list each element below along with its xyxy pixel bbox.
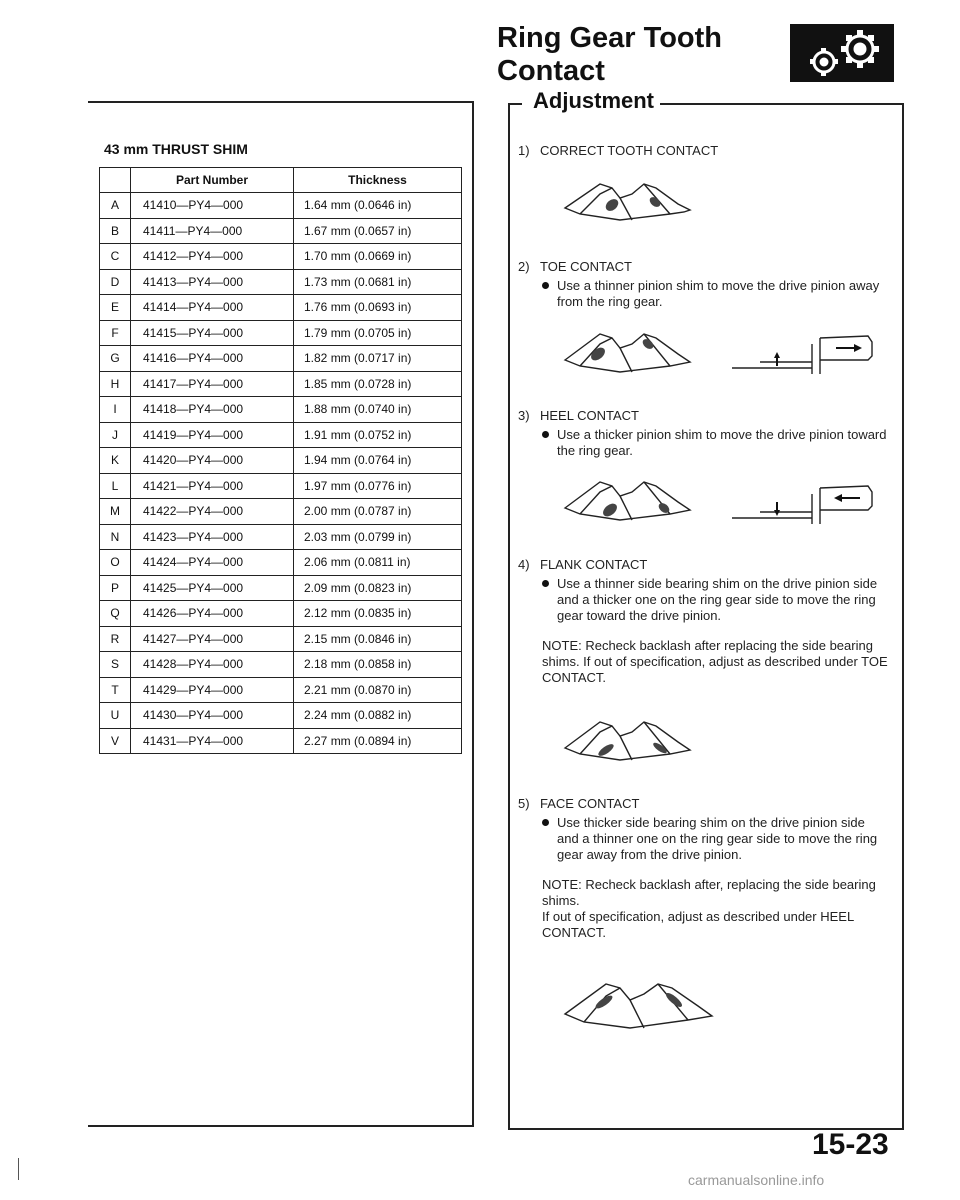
thickness-cell: 1.73 mm (0.0681 in) [294,269,462,295]
section-number: 4) [518,557,530,572]
pinion-shim-diagram-toe [730,330,890,380]
shim-code-cell: L [100,473,131,499]
shim-code-cell: I [100,397,131,423]
part-number-cell: 41417—PY4—000 [131,371,294,397]
heel-contact-gear-diagram [560,478,720,528]
table-row [100,703,462,729]
part-number-cell: 41415—PY4—000 [131,320,294,346]
section-title: HEEL CONTACT [540,408,639,423]
table-row [100,473,462,499]
thickness-cell: 1.67 mm (0.0657 in) [294,218,462,244]
section-bullet-text: Use a thinner side bearing shim on the drive pinion side and a thicker one on the ring gear side to move the ring gear toward the drive pinion. [557,576,878,623]
shim-code-cell: U [100,703,131,729]
shim-code-cell: Q [100,601,131,627]
shim-code-cell: N [100,524,131,550]
thickness-cell: 2.15 mm (0.0846 in) [294,626,462,652]
shim-code-cell: K [100,448,131,474]
thickness-cell: 1.88 mm (0.0740 in) [294,397,462,423]
pinion-shim-diagram-heel [730,478,890,528]
flank-contact-gear-diagram [560,718,710,768]
section-note-line1: NOTE: Recheck backlash after, replacing the side bearing shims. [542,877,876,908]
table-row [100,677,462,703]
part-number-cell: 41431—PY4—000 [131,728,294,754]
part-number-cell: 41427—PY4—000 [131,626,294,652]
part-number-cell: 41422—PY4—000 [131,499,294,525]
section-note [542,877,888,941]
thickness-cell: 1.82 mm (0.0717 in) [294,346,462,372]
thickness-cell: 2.12 mm (0.0835 in) [294,601,462,627]
part-number-cell: 41425—PY4—000 [131,575,294,601]
table-row [100,346,462,372]
shim-table-body [100,193,462,754]
shim-code-cell: C [100,244,131,270]
table-row [100,244,462,270]
shim-code-cell: V [100,728,131,754]
section-face-contact [518,796,888,941]
thickness-cell: 1.91 mm (0.0752 in) [294,422,462,448]
table-header-row [100,168,462,193]
part-number-cell: 41416—PY4—000 [131,346,294,372]
thickness-cell: 1.97 mm (0.0776 in) [294,473,462,499]
table-row [100,218,462,244]
part-number-cell: 41420—PY4—000 [131,448,294,474]
thickness-cell: 2.00 mm (0.0787 in) [294,499,462,525]
part-number-cell: 41426—PY4—000 [131,601,294,627]
section-bullet-text: Use thicker side bearing shim on the drive pinion side and a thinner one on the ring gear side to move the ring gear away from the drive pinion. [557,815,878,862]
gear-logo-icon [790,24,894,82]
section-number: 2) [518,259,530,274]
table-row [100,601,462,627]
correct-contact-gear-diagram [560,180,710,230]
section-toe-contact [518,259,888,310]
section-number: 1) [518,143,530,158]
part-number-cell: 41430—PY4—000 [131,703,294,729]
part-number-cell: 41410—PY4—000 [131,193,294,219]
left-bottom-rule [88,1125,474,1127]
table-row [100,448,462,474]
bullet-icon [542,819,549,826]
part-number-cell: 41429—PY4—000 [131,677,294,703]
shim-code-cell: R [100,626,131,652]
shim-code-cell: B [100,218,131,244]
footer-watermark: carmanualsonline.info [688,1172,825,1188]
part-number-cell: 41412—PY4—000 [131,244,294,270]
shim-code-cell: S [100,652,131,678]
table-row [100,550,462,576]
section-number: 5) [518,796,530,811]
section-bullet-text: Use a thinner pinion shim to move the drive pinion away from the ring gear. [557,278,880,309]
part-number-cell: 41418—PY4—000 [131,397,294,423]
col-header-thickness: Thickness [294,168,462,193]
part-number-cell: 41421—PY4—000 [131,473,294,499]
section-title: CORRECT TOOTH CONTACT [540,143,719,158]
thickness-cell: 1.85 mm (0.0728 in) [294,371,462,397]
thickness-cell: 1.94 mm (0.0764 in) [294,448,462,474]
table-row [100,320,462,346]
thickness-cell: 1.76 mm (0.0693 in) [294,295,462,321]
shim-code-cell: D [100,269,131,295]
shim-code-cell: E [100,295,131,321]
page-title [497,22,757,88]
toe-contact-gear-diagram [560,330,720,380]
thickness-cell: 1.70 mm (0.0669 in) [294,244,462,270]
part-number-cell: 41413—PY4—000 [131,269,294,295]
shim-table-title: 43 mm THRUST SHIM [104,141,248,157]
thickness-cell: 2.09 mm (0.0823 in) [294,575,462,601]
shim-code-cell: F [100,320,131,346]
table-row [100,728,462,754]
section-title: FACE CONTACT [540,796,640,811]
part-number-cell: 41428—PY4—000 [131,652,294,678]
adjustment-top-rule-right [660,103,902,105]
bullet-icon [542,431,549,438]
shim-code-cell: M [100,499,131,525]
page-number: 15-23 [812,1128,889,1161]
shim-code-cell: A [100,193,131,219]
section-heel-contact [518,408,888,459]
part-number-cell: 41411—PY4—000 [131,218,294,244]
part-number-cell: 41423—PY4—000 [131,524,294,550]
shim-code-cell: T [100,677,131,703]
shim-code-cell: G [100,346,131,372]
bullet-icon [542,282,549,289]
section-bullet-text: Use a thicker pinion shim to move the drive pinion toward the ring gear. [557,427,887,458]
thickness-cell: 2.18 mm (0.0858 in) [294,652,462,678]
table-row [100,626,462,652]
face-contact-gear-diagram [560,978,730,1038]
shim-code-cell: P [100,575,131,601]
part-number-cell: 41424—PY4—000 [131,550,294,576]
table-row [100,524,462,550]
part-number-cell: 41414—PY4—000 [131,295,294,321]
table-row [100,652,462,678]
thickness-cell: 2.24 mm (0.0882 in) [294,703,462,729]
col-header-part-number: Part Number [131,168,294,193]
thickness-cell: 1.64 mm (0.0646 in) [294,193,462,219]
thickness-cell: 2.03 mm (0.0799 in) [294,524,462,550]
part-number-cell: 41419—PY4—000 [131,422,294,448]
section-note: NOTE: Recheck backlash after replacing the side bearing shims. If out of specification, adjust as described under TOE CONTACT. [542,638,888,685]
shim-code-cell: J [100,422,131,448]
table-row [100,371,462,397]
section-note-line2: If out of specification, adjust as described under HEEL CONTACT. [542,909,854,940]
col-header-code [100,168,131,193]
left-top-rule [88,101,474,103]
table-row [100,269,462,295]
thickness-cell: 2.21 mm (0.0870 in) [294,677,462,703]
page-title-line1: Ring Gear Tooth [497,22,723,54]
section-correct-contact [518,143,888,159]
margin-mark [18,1158,19,1180]
shim-table [99,167,462,754]
bullet-icon [542,580,549,587]
shim-code-cell: H [100,371,131,397]
section-title: TOE CONTACT [540,259,632,274]
table-row [100,397,462,423]
left-column-border [472,101,474,1127]
thickness-cell: 1.79 mm (0.0705 in) [294,320,462,346]
table-row [100,193,462,219]
table-row [100,295,462,321]
thickness-cell: 2.27 mm (0.0894 in) [294,728,462,754]
shim-code-cell: O [100,550,131,576]
thickness-cell: 2.06 mm (0.0811 in) [294,550,462,576]
adjustment-title: Adjustment [527,88,660,114]
section-flank-contact [518,557,888,686]
page-title-line2: Contact [497,55,605,87]
table-row [100,575,462,601]
table-row [100,499,462,525]
table-row [100,422,462,448]
section-number: 3) [518,408,530,423]
adjustment-top-rule-left [508,103,522,105]
section-title: FLANK CONTACT [540,557,648,572]
